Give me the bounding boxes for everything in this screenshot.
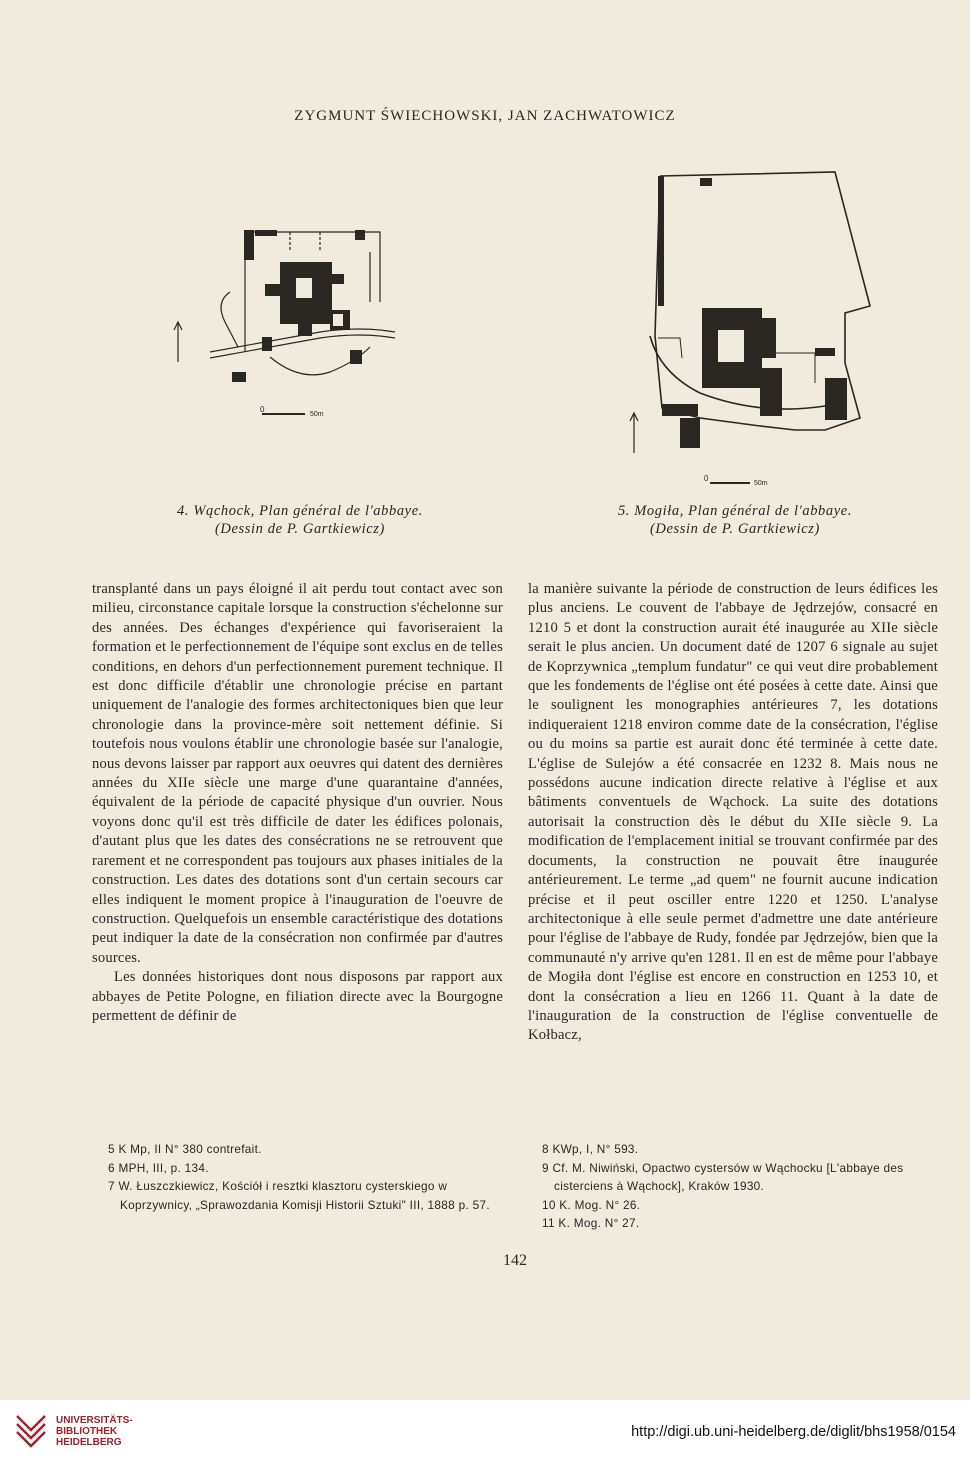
scale-label-right: 50m	[754, 480, 768, 487]
scale-label-left: 50m	[310, 411, 324, 418]
body-left-paragraph-1: transplanté dans un pays éloigné il ait perdu tout contact avec son milieu, circonstance capitale lorsque la construction s'échelonne sur des années. Des échanges d'expérience qui favoriseraient la formation et le perfectionnement de l'équipe sont exclus en de telles conditions, en dehors d'un perfectionnement purement technique. Il est donc difficile d'établir une chronologie précise en partant uniquement de l'analogie des formes architectoniques bien que leur chronologie dans la province-mère soit nettement définie. Si toutefois nous voulons établir une chronologie basée sur l'analogie, nous devons laisser par rapport aux oeuvres qui datent des dernières années du XIIe siècle une marge d'une quarantaine d'années, équivalent de la période de capacité physique d'un ouvrier. Nous voyons donc qu'il est très difficile de dater les édifices polonais, d'autant plus que les dates des consécrations ne se retrouvent que rarement et ne correspondent pas toujours aux phases initiales de la construction. Les dates des dotations sont d'un certain secours car elles indiquent le moment propice à l'inauguration de l'oeuvre de construction. Quelquefois un ensemble caractéristique des dotations peut indiquer la date de la consécration non confirmée par d'autres sources.	[92, 581, 503, 966]
logo-line-1: UNIVERSITÄTS-	[56, 1415, 133, 1426]
figure-mogila-plan	[620, 168, 890, 488]
figure-caption-left	[100, 502, 500, 538]
running-head: ZYGMUNT ŚWIECHOWSKI, JAN ZACHWATOWICZ	[294, 108, 676, 124]
scale-zero-left: 0	[260, 405, 265, 414]
footnote-5: 5 K Mp, II N° 380 contrefait.	[108, 1142, 262, 1156]
caption-left-line1: 4. Wąchock, Plan général de l'abbaye.	[177, 503, 423, 519]
footnote-10: 10 K. Mog. N° 26.	[542, 1197, 641, 1212]
footnote-9: 9 Cf. M. Niwiński, Opactwo cystersów w Wąchocku [L'abbaye des cisterciens à Wąchock], Kraków 1930.	[542, 1160, 904, 1193]
scale-zero-right: 0	[704, 474, 709, 483]
footnotes-left	[108, 1140, 503, 1214]
body-column-left	[92, 580, 503, 1026]
source-url-link[interactable]: http://digi.ub.uni-heidelberg.de/diglit/bhs1958/0154	[631, 1424, 956, 1440]
figure-caption-right	[540, 502, 930, 538]
figure-wachock-plan	[170, 222, 410, 432]
body-right-paragraph-1: la manière suivante la période de construction de leurs édifices les plus anciens. Le couvent de l'abbaye de Jędrzejów, consacré en 1210 5 et dont la construction aurait été inaugurée au XIIe siècle serait le plus ancien. Un document daté de 1207 6 signale au sujet de Koprzywnica „templum fundatur" ce qui veut dire probablement que les fondements de l'église ont été posées à cette date. Ainsi que le soulignent les monographies antérieures 7, les dotations indiqueraient 1218 environ comme date de la consécration, l'église ou du moins sa partie est aurait donc été terminée à cette date. L'église de Sulejów a été consacrée en 1232 8. Mais nous ne possédons aucune indication directe relative à l'église et aux bâtiments conventuels de Wąchock. La suite des dotations autorisait la construction dès le début du XIIe siècle 9. La modification de l'emplacement initial se trouvant confirmée par des documents, la construction ne pouvait être inaugurée antérieurement. Le terme „ad quem" ne fournit aucune indication précise et il peut osciller entre 1220 et 1250. L'analyse architectonique à elle seule permet d'admettre une date antérieure pour l'église de l'abbaye de Rudy, fondée par Jędrzejów, bien que la communauté n'y arrive qu'en 1281. Il en est de même pour l'abbaye de Mogiła dont l'église est encore en construction en 1253 10, et dont la consécration a lieu en 1266 11. Quant à la date de l'inauguration de la construction de l'église conventuelle de Kołbacz,	[528, 581, 938, 1044]
body-left-paragraph-2: Les données historiques dont nous disposons par rapport aux abbayes de Petite Pologne, en filiation directe avec la Bourgogne permettent de définir de	[92, 969, 503, 1024]
library-logo-icon	[14, 1410, 48, 1452]
footnote-7: 7 W. Łuszczkiewicz, Kościół i resztki klasztoru cysterskiego w Koprzywnicy, „Sprawozdania Komisji Historii Sztuki" III, 1888 p. 57.	[108, 1179, 490, 1212]
library-logo-text	[56, 1415, 133, 1448]
logo-line-2: BIBLIOTHEK	[56, 1426, 118, 1437]
caption-left-line2: (Dessin de P. Gartkiewicz)	[215, 521, 385, 537]
caption-right-line2: (Dessin de P. Gartkiewicz)	[650, 521, 820, 537]
footnote-11: 11 K. Mog. N° 27.	[542, 1216, 640, 1231]
footer-bar	[0, 1400, 970, 1465]
caption-right-line1: 5. Mogiła, Plan général de l'abbaye.	[617, 503, 853, 519]
logo-line-3: HEIDELBERG	[56, 1437, 122, 1448]
body-column-right	[528, 580, 938, 1046]
page-number: 142	[503, 1252, 527, 1269]
footnote-8: 8 KWp, I, N° 593.	[542, 1142, 639, 1156]
footnote-6: 6 MPH, III, p. 134.	[108, 1160, 209, 1175]
footnotes-right	[542, 1140, 938, 1233]
